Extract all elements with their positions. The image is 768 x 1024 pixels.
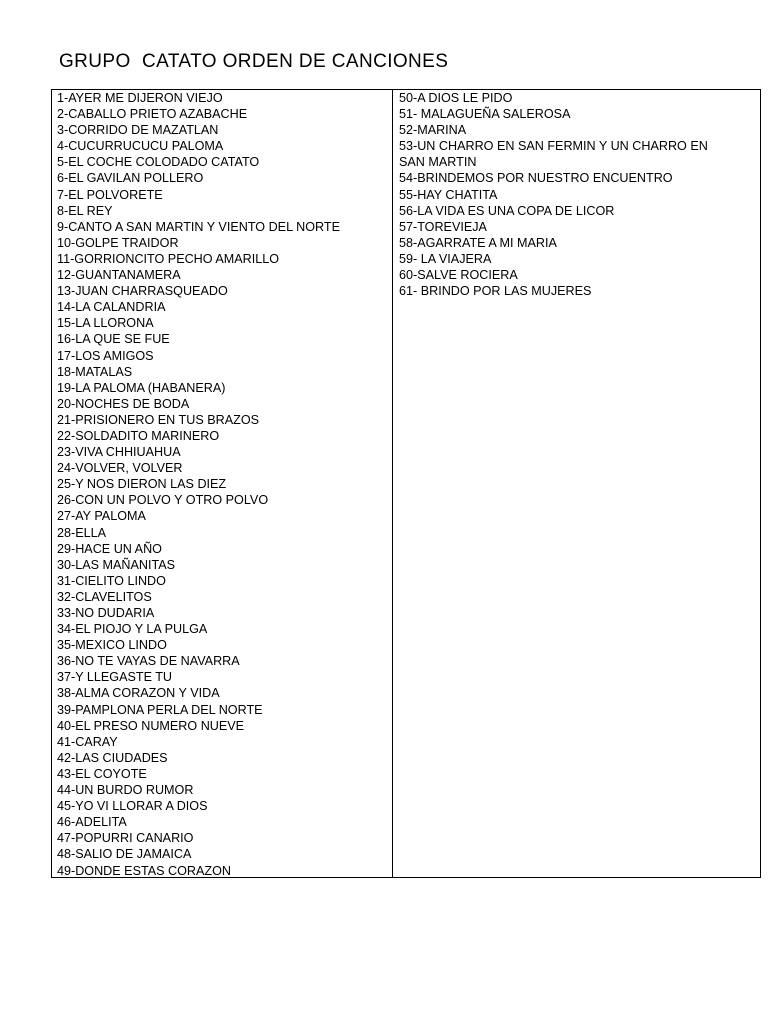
song-item: 11-GORRIONCITO PECHO AMARILLO <box>57 251 280 266</box>
page-title: GRUPO CATATO ORDEN DE CANCIONES <box>59 51 449 72</box>
song-item: 26-CON UN POLVO Y OTRO POLVO <box>57 493 269 508</box>
song-item: 61- BRINDO POR LAS MUJERES <box>399 284 592 299</box>
song-item: 48-SALIO DE JAMAICA <box>57 847 192 862</box>
song-item: 3-CORRIDO DE MAZATLAN <box>57 123 219 138</box>
song-item: 23-VIVA CHHIUAHUA <box>57 445 181 460</box>
song-item: 13-JUAN CHARRASQUEADO <box>57 284 228 299</box>
song-item: 56-LA VIDA ES UNA COPA DE LICOR <box>399 203 615 218</box>
song-item: 22-SOLDADITO MARINERO <box>57 428 220 443</box>
song-item: 54-BRINDEMOS POR NUESTRO ENCUENTRO <box>399 171 673 186</box>
song-item: 33-NO DUDARIA <box>57 606 155 620</box>
song-item: 8-EL REY <box>57 203 113 218</box>
song-item: 21-PRISIONERO EN TUS BRAZOS <box>57 412 260 427</box>
song-item: 36-NO TE VAYAS DE NAVARRA <box>57 654 240 669</box>
song-item: 46-ADELITA <box>57 815 127 830</box>
song-item: 51- MALAGUEÑA SALEROSA <box>399 107 571 122</box>
song-item: 43-EL COYOTE <box>57 766 147 781</box>
song-item: 6-EL GAVILAN POLLERO <box>57 171 204 186</box>
song-item: 34-EL PIOJO Y LA PULGA <box>57 622 208 637</box>
song-item: 53-UN CHARRO EN SAN FERMIN Y UN CHARRO EN SAN MARTIN <box>399 139 708 170</box>
song-column-left <box>52 90 393 877</box>
song-item: 27-AY PALOMA <box>57 509 146 524</box>
song-item: 31-CIELITO LINDO <box>57 573 166 588</box>
song-item: 49-DONDE ESTAS CORAZON <box>57 863 232 878</box>
song-item: 10-GOLPE TRAIDOR <box>57 235 179 250</box>
song-item: 58-AGARRATE A MI MARIA <box>399 235 557 250</box>
song-column-right <box>392 90 760 877</box>
song-item: 4-CUCURRUCUCU PALOMA <box>57 139 224 154</box>
song-item: 15-LA LLORONA <box>57 316 154 331</box>
song-item: 2-CABALLO PRIETO AZABACHE <box>57 107 248 122</box>
song-item: 32-CLAVELITOS <box>57 589 152 604</box>
song-item: 38-ALMA CORAZON Y VIDA <box>57 686 220 701</box>
song-item: 25-Y NOS DIERON LAS DIEZ <box>57 477 227 492</box>
song-list-right <box>392 90 760 299</box>
song-item: 5-EL COCHE COLODADO CATATO <box>57 155 260 170</box>
song-item: 44-UN BURDO RUMOR <box>57 783 194 798</box>
song-item: 30-LAS MAÑANITAS <box>57 557 176 572</box>
song-item: 12-GUANTANAMERA <box>57 268 181 283</box>
song-item: 7-EL POLVORETE <box>57 187 163 202</box>
song-item: 28-ELLA <box>57 525 107 540</box>
song-list-left <box>52 90 392 879</box>
song-item: 18-MATALAS <box>57 364 133 379</box>
song-item: 29-HACE UN AÑO <box>57 541 162 556</box>
song-item: 50-A DIOS LE PIDO <box>399 91 513 105</box>
song-item: 39-PAMPLONA PERLA DEL NORTE <box>57 702 263 717</box>
song-item: 47-POPURRI CANARIO <box>57 831 194 846</box>
song-item: 37-Y LLEGASTE TU <box>57 670 173 685</box>
song-item: 14-LA CALANDRIA <box>57 300 166 315</box>
song-item: 24-VOLVER, VOLVER <box>57 461 183 476</box>
song-item: 45-YO VI LLORAR A DIOS <box>57 799 208 814</box>
song-item: 40-EL PRESO NUMERO NUEVE <box>57 718 245 733</box>
song-table <box>51 89 761 878</box>
song-item: 52-MARINA <box>399 123 467 138</box>
song-item: 16-LA QUE SE FUE <box>57 332 170 347</box>
song-item: 17-LOS AMIGOS <box>57 348 154 363</box>
song-item: 35-MEXICO LINDO <box>57 638 167 653</box>
song-item: 9-CANTO A SAN MARTIN Y VIENTO DEL NORTE <box>57 219 340 234</box>
song-item: 42-LAS CIUDADES <box>57 750 168 765</box>
song-item: 1-AYER ME DIJERON VIEJO <box>57 91 223 105</box>
song-item: 41-CARAY <box>57 734 118 749</box>
song-item: 60-SALVE ROCIERA <box>399 268 518 283</box>
song-item: 57-TOREVIEJA <box>399 219 487 234</box>
song-item: 59- LA VIAJERA <box>399 251 492 266</box>
song-item: 20-NOCHES DE BODA <box>57 396 190 411</box>
song-item: 19-LA PALOMA (HABANERA) <box>57 380 226 395</box>
song-item: 55-HAY CHATITA <box>399 187 498 202</box>
